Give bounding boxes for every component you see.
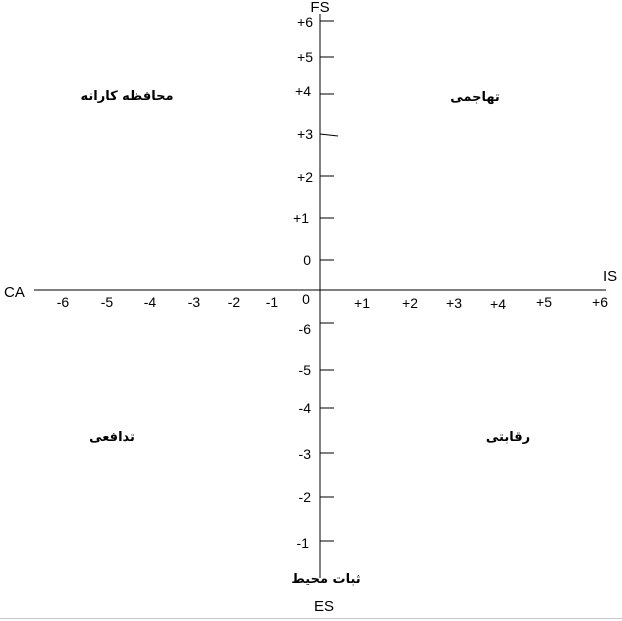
quadrant-conservative: محافظه کارانه [80,89,174,104]
quadrant-aggressive: تهاجمی [450,90,500,105]
lower-y-tick-marks [320,323,334,541]
axis-caption-bottom: ثبات محیط [291,572,361,587]
axis-label-left: CA [4,284,25,301]
y-tick-label: +3 [297,126,313,142]
x-tick-label: +4 [490,296,506,312]
y-tick-label: +6 [297,14,313,30]
x-tick-label: -5 [100,294,114,310]
x-tick-label: +5 [536,294,552,310]
y-tick-mark [320,134,338,136]
x-tick-label: -6 [56,294,70,310]
axis-label-bottom: ES [313,598,335,615]
x-tick-label: -1 [265,294,279,310]
x-tick-label: +1 [354,295,370,311]
negative-x-tick-labels [57,291,310,310]
quadrant-defensive: تدافعی [89,430,135,445]
y-tick-label: +5 [297,49,313,65]
x-tick-label: +3 [446,295,462,311]
y-tick-label: +1 [293,210,309,226]
x-tick-label: -3 [187,294,201,310]
bottom-divider [0,618,622,619]
x-tick-label: +6 [592,294,608,310]
y-tick-label: -5 [298,362,311,378]
y-tick-label: +2 [297,169,313,185]
y-tick-label: -1 [296,535,309,551]
y-tick-label: -2 [298,489,311,505]
x-tick-label: -4 [143,294,157,310]
upper-y-tick-marks [320,21,338,260]
y-tick-label: +4 [295,83,311,99]
y-tick-label: -4 [298,400,311,416]
y-tick-label: -3 [298,446,311,462]
origin-label: 0 [302,291,310,307]
positive-x-tick-labels [354,294,608,312]
upper-y-tick-labels [293,14,313,268]
x-tick-label: +2 [402,295,418,311]
y-tick-label: -6 [298,321,311,337]
y-tick-label: 0 [303,252,311,268]
axis-label-top: FS [310,0,330,16]
x-tick-label: -2 [227,294,241,310]
axis-label-right: IS [603,268,618,285]
lower-y-tick-labels [297,321,312,551]
quadrant-competitive: رقابتی [485,430,531,445]
